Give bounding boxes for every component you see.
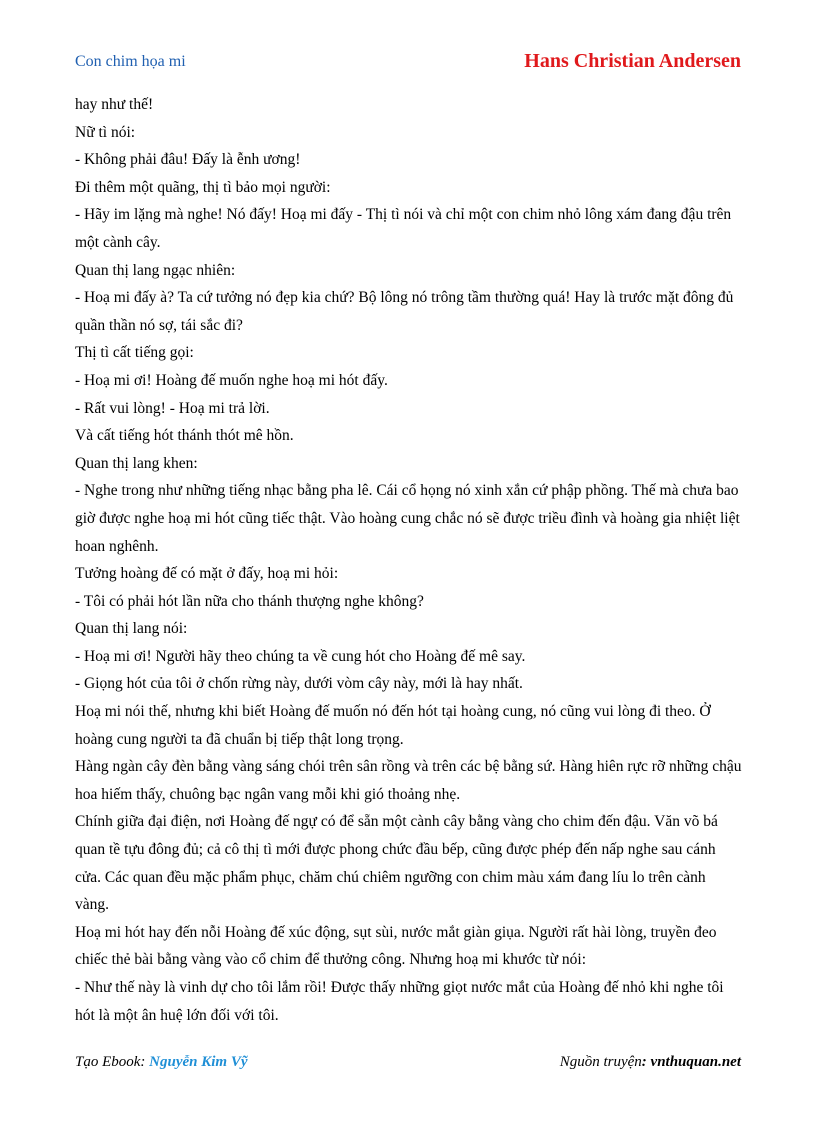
page-footer	[75, 1054, 741, 1076]
paragraph: Hoạ mi hót hay đến nỗi Hoàng đế xúc động, sụt sùi, nước mắt giàn giụa. Người rất hài lòng, truyền đeo chiếc thẻ bài bằng vàng vào cổ chim để thưởng công. Nhưng hoạ mi khước từ nói:	[75, 923, 717, 969]
paragraph: Và cất tiếng hót thánh thót mê hồn.	[75, 427, 294, 445]
source-credit	[560, 1054, 741, 1071]
paragraph: - Hoạ mi ơi! Người hãy theo chúng ta về cung hót cho Hoàng đế mê say.	[75, 647, 526, 665]
paragraph: Nữ tì nói:	[75, 123, 136, 141]
source-separator: :	[641, 1054, 651, 1070]
author-name: Hans Christian Andersen	[524, 50, 741, 72]
paragraph: - Nghe trong như những tiếng nhạc bằng pha lê. Cái cổ họng nó xinh xắn cứ phập phồng. Thế mà chưa bao giờ được nghe hoạ mi hót cũng tiếc thật. Vào hoàng cung chắc nó sẽ được triều đình và hoàng gia nhiệt liệt hoan nghênh.	[75, 482, 740, 555]
ebook-credit	[75, 1054, 248, 1071]
paragraph: Đi thêm một quãng, thị tì bảo mọi người:	[75, 178, 331, 196]
ebook-author: Nguyễn Kim Vỹ	[149, 1054, 248, 1070]
paragraph: Hoạ mi nói thế, nhưng khi biết Hoàng đế muốn nó đến hót tại hoàng cung, nó cũng vui lòng đi theo. Ở hoàng cung người ta đã chuẩn bị tiếp thật long trọng.	[75, 703, 711, 748]
ebook-label: Tạo Ebook	[75, 1054, 141, 1070]
page-body	[75, 91, 742, 1029]
paragraph: Quan thị lang khen:	[75, 454, 198, 472]
paragraph: Chính giữa đại điện, nơi Hoàng đế ngự có để sẵn một cành cây bằng vàng cho chim đến đậu. Văn võ bá quan tề tựu đông đủ; cả cô thị tì mới được phong chức đầu bếp, cũng được phép đến nấp nghe sau cánh cửa. Các quan đều mặc phẩm phục, chăm chú chiêm ngưỡng con chim màu xám đang líu lo trên cành vàng.	[75, 813, 718, 914]
paragraph: - Hoạ mi đấy à? Ta cứ tưởng nó đẹp kia chứ? Bộ lông nó trông tầm thường quá! Hay là trước mặt đông đủ quần thần nó sợ, tái sắc đi?	[75, 289, 734, 334]
paragraph: Hàng ngàn cây đèn bằng vàng sáng chói trên sân rồng và trên các bệ bằng sứ. Hàng hiên rực rỡ những chậu hoa hiếm thấy, chuông bạc ngân vang mỗi khi gió thoảng nhẹ.	[75, 758, 742, 803]
paragraph: Quan thị lang ngạc nhiên:	[75, 261, 236, 279]
source-site: vnthuquan.net	[650, 1054, 741, 1070]
paragraph: - Hãy im lặng mà nghe! Nó đấy! Hoạ mi đấy - Thị tì nói và chỉ một con chim nhỏ lông xám đang đậu trên một cành cây.	[75, 206, 732, 251]
page-header	[75, 50, 741, 76]
ebook-separator: :	[140, 1054, 150, 1070]
paragraph: Tưởng hoàng đế có mặt ở đấy, hoạ mi hỏi:	[75, 565, 339, 583]
paragraph: - Hoạ mi ơi! Hoàng đế muốn nghe hoạ mi hót đấy.	[75, 371, 388, 389]
paragraph: - Rất vui lòng! - Hoạ mi trả lời.	[75, 399, 270, 417]
paragraph: - Giọng hót của tôi ở chốn rừng này, dưới vòm cây này, mới là hay nhất.	[75, 675, 523, 693]
paragraph: - Tôi có phải hót lần nữa cho thánh thượng nghe không?	[75, 592, 424, 610]
source-label: Nguồn truyện	[559, 1054, 642, 1070]
paragraph: Thị tì cất tiếng gọi:	[75, 344, 194, 362]
paragraph: hay như thế!	[75, 96, 154, 113]
paragraph: - Như thế này là vinh dự cho tôi lắm rồi! Được thấy những giọt nước mắt của Hoàng đế nhỏ khi nghe tôi hót là một ân huệ lớn đối với tôi.	[75, 979, 724, 1024]
paragraph: - Không phải đâu! Đấy là ễnh ương!	[75, 151, 301, 169]
book-title: Con chim họa mi	[75, 53, 186, 70]
paragraph: Quan thị lang nói:	[75, 620, 188, 638]
